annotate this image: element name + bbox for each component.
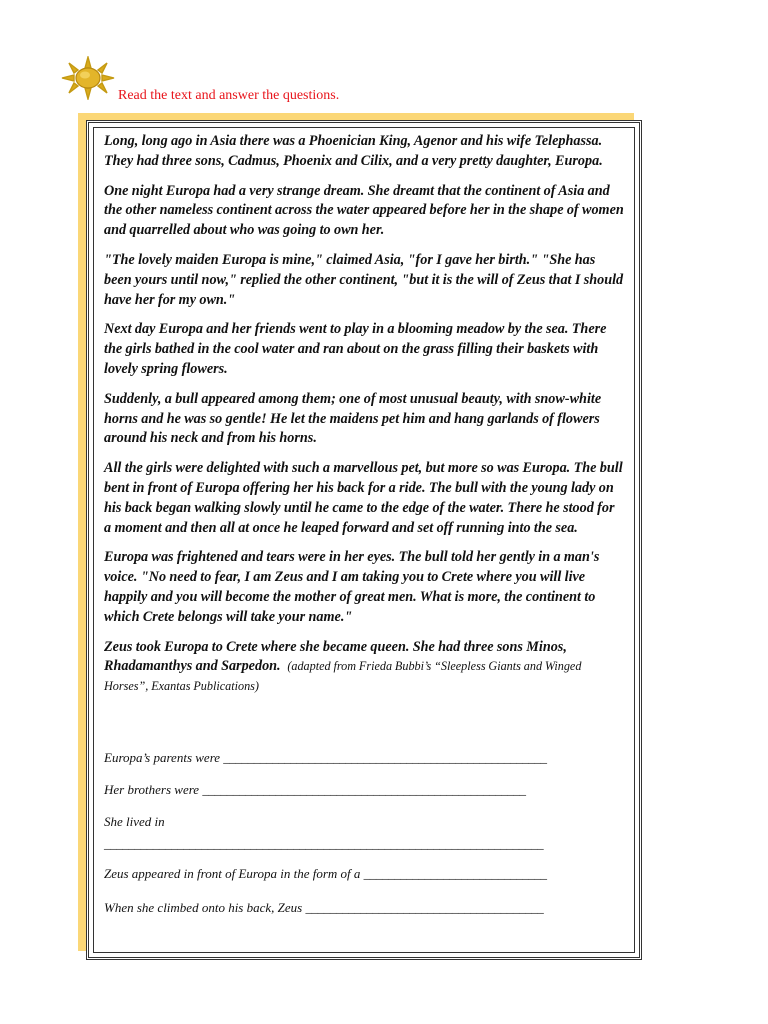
story-paragraph-5: Suddenly, a bull appeared among them; one of most unusual beauty, with snow-white horns and he was so gentle! He let the maidens pet him and hang garlands of flowers around his neck and from his horns. bbox=[104, 390, 602, 447]
question-label: Zeus appeared in front of Europa in the form of a bbox=[104, 866, 361, 881]
question-zeus bbox=[104, 900, 543, 916]
question-label: Her brothers were bbox=[104, 782, 200, 797]
question-label: She lived in bbox=[104, 814, 165, 829]
story-text bbox=[104, 132, 624, 707]
question-label: Europa’s parents were bbox=[104, 750, 221, 765]
story-final-sentence: Zeus took Europa to Crete where she became queen. She had three sons Minos, Rhadamanthys and Sarpedon. bbox=[104, 638, 567, 675]
answer-blank-lived[interactable]: ________________________________________________________________________ bbox=[104, 836, 544, 851]
sun-icon bbox=[58, 56, 118, 100]
source-citation: (adapted from Frieda Bubbi’s “Sleepless Giants and Winged Horses”, Exantas Publications) bbox=[104, 659, 582, 694]
question-parents bbox=[104, 750, 547, 766]
story-paragraph-3: "The lovely maiden Europa is mine," claimed Asia, "for I gave her birth." "She has been yours until now," replied the other continent, "but it is the will of Zeus that I should have her for my own." bbox=[104, 251, 624, 308]
story-paragraph-8 bbox=[104, 638, 624, 697]
story-paragraph-6: All the girls were delighted with such a marvellous pet, but more so was Europa. The bull bent in front of Europa offering her his back for a ride. The bull with the young lady on his back began walking slowly until he came to the edge of the water. There he stood for a moment and then all at once he leaped forward and set off running into the sea. bbox=[104, 460, 623, 536]
answer-blank-brothers[interactable]: _____________________________________________________ bbox=[202, 782, 526, 797]
answer-line-lived bbox=[104, 836, 543, 852]
question-lived bbox=[104, 814, 165, 830]
story-paragraph-7: Europa was frightened and tears were in her eyes. The bull told her gently in a man's voice. "No need to fear, I am Zeus and I am taking you to Crete where you will live happily and you will become the mother of great men. What is more, the continent to which Crete belongs will take your name." bbox=[104, 549, 600, 625]
answer-blank-zeus[interactable]: _______________________________________ bbox=[305, 900, 544, 915]
story-paragraph-1: Long, long ago in Asia there was a Phoenician King, Agenor and his wife Telephassa. They had three sons, Cadmus, Phoenix and Cilix, and a very pretty daughter, Europa. bbox=[104, 133, 603, 169]
question-form bbox=[104, 866, 547, 882]
answer-blank-parents[interactable]: _____________________________________________________ bbox=[223, 750, 547, 765]
story-paragraph-2: One night Europa had a very strange dream. She dreamt that the continent of Asia and the other nameless continent across the water appeared before her in the shape of women and quarrelled about who was going to own her. bbox=[104, 182, 624, 239]
question-brothers bbox=[104, 782, 526, 798]
story-paragraph-4: Next day Europa and her friends went to play in a blooming meadow by the sea. There the girls bathed in the cool water and ran about on the grass filling their baskets with lovely spring flowers. bbox=[104, 321, 607, 377]
instruction-text: Read the text and answer the questions. bbox=[118, 88, 340, 103]
answer-blank-form[interactable]: ______________________________ bbox=[363, 866, 547, 881]
question-label: When she climbed onto his back, Zeus bbox=[104, 900, 303, 915]
